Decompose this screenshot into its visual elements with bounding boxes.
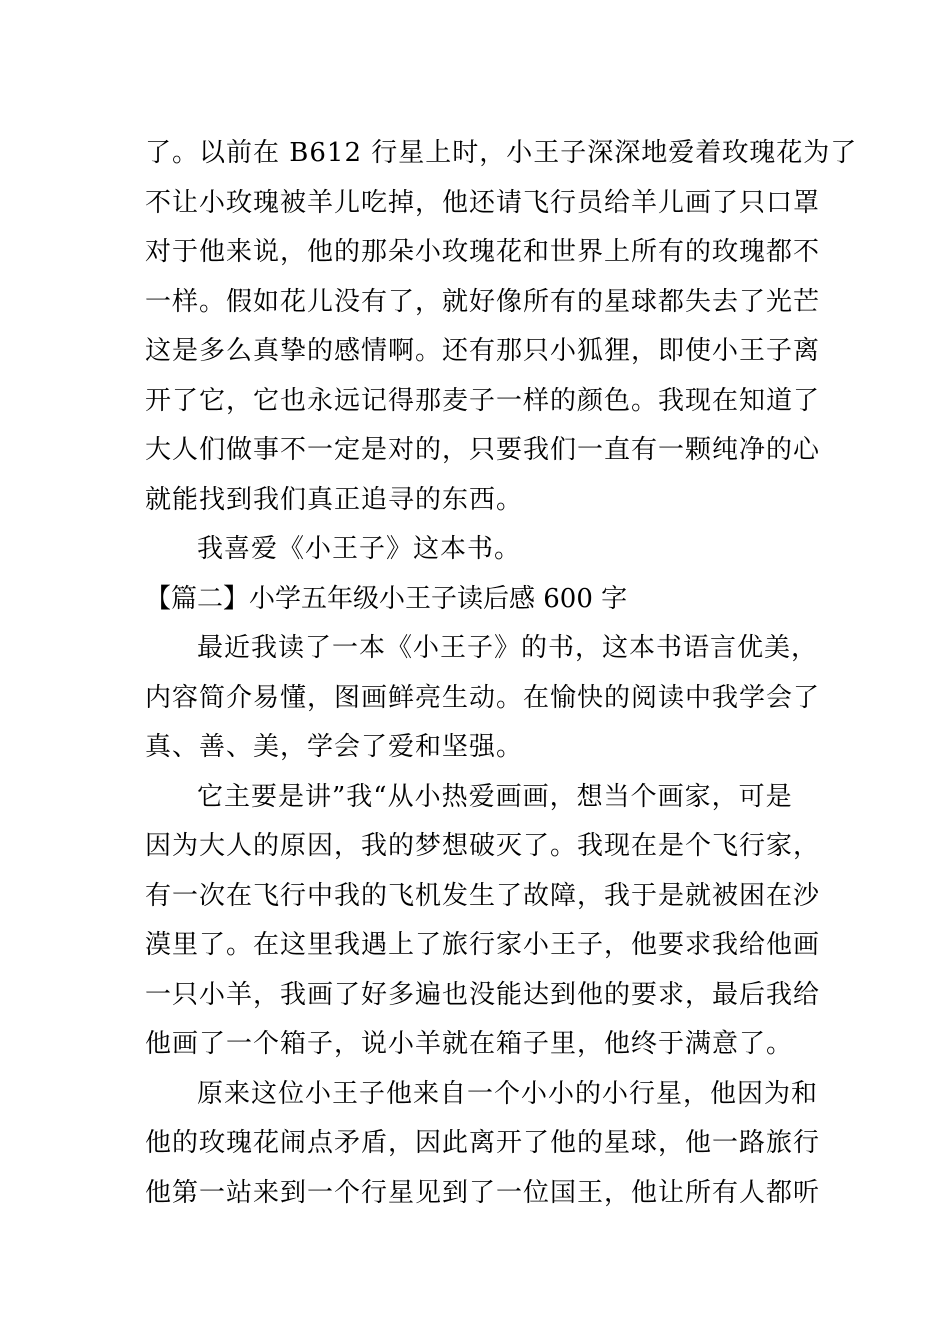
- text-line: 大人们做事不一定是对的，只要我们一直有一颗纯净的心: [145, 435, 821, 465]
- text-line: 漠里了。在这里我遇上了旅行家小王子，他要求我给他画: [145, 930, 821, 960]
- text-line: 内容简介易懂，图画鲜亮生动。在愉快的阅读中我学会了: [145, 682, 821, 713]
- section-heading: 【篇二】小学五年级小王子读后感 600 字: [145, 583, 628, 614]
- text-line: 他的玫瑰花闹点矛盾，因此离开了他的星球，他一路旅行: [145, 1128, 821, 1158]
- text-line: 他画了一个箱子，说小羊就在箱子里，他终于满意了。: [145, 1029, 794, 1059]
- text-line: 因为大人的原因，我的梦想破灭了。我现在是个飞行家，: [145, 831, 821, 861]
- text-line: 了。以前在 B612 行星上时，小王子深深地爱着玫瑰花为了: [145, 138, 858, 168]
- text-line: 不让小玫瑰被羊儿吃掉，他还请飞行员给羊儿画了只口罩: [145, 187, 821, 218]
- text-line: 就能找到我们真正追寻的东西。: [145, 484, 524, 515]
- text-line: 原来这位小王子他来自一个小小的小行星，他因为和: [197, 1078, 819, 1109]
- text-line: 真、善、美，学会了爱和坚强。: [145, 732, 524, 762]
- text-line: 他第一站来到一个行星见到了一位国王，他让所有人都听: [145, 1177, 821, 1208]
- text-line: 这是多么真挚的感情啊。还有那只小狐狸，即使小王子离: [145, 336, 821, 366]
- text-line: 有一次在飞行中我的飞机发生了故障，我于是就被困在沙: [145, 880, 821, 911]
- text-line: 我喜爱《小王子》这本书。: [197, 534, 522, 564]
- document-body: [145, 129, 858, 1218]
- text-line: 一只小羊，我画了好多遍也没能达到他的要求，最后我给: [145, 979, 821, 1010]
- text-line: 最近我读了一本《小王子》的书，这本书语言优美，: [197, 633, 819, 663]
- text-line: 对于他来说，他的那朵小玫瑰花和世界上所有的玫瑰都不: [145, 237, 821, 267]
- text-line: 一样。假如花儿没有了，就好像所有的星球都失去了光芒: [145, 286, 821, 317]
- text-line: 它主要是讲”我“从小热爱画画，想当个画家，可是: [197, 781, 793, 812]
- text-line: 开了它，它也永远记得那麦子一样的颜色。我现在知道了: [145, 385, 821, 416]
